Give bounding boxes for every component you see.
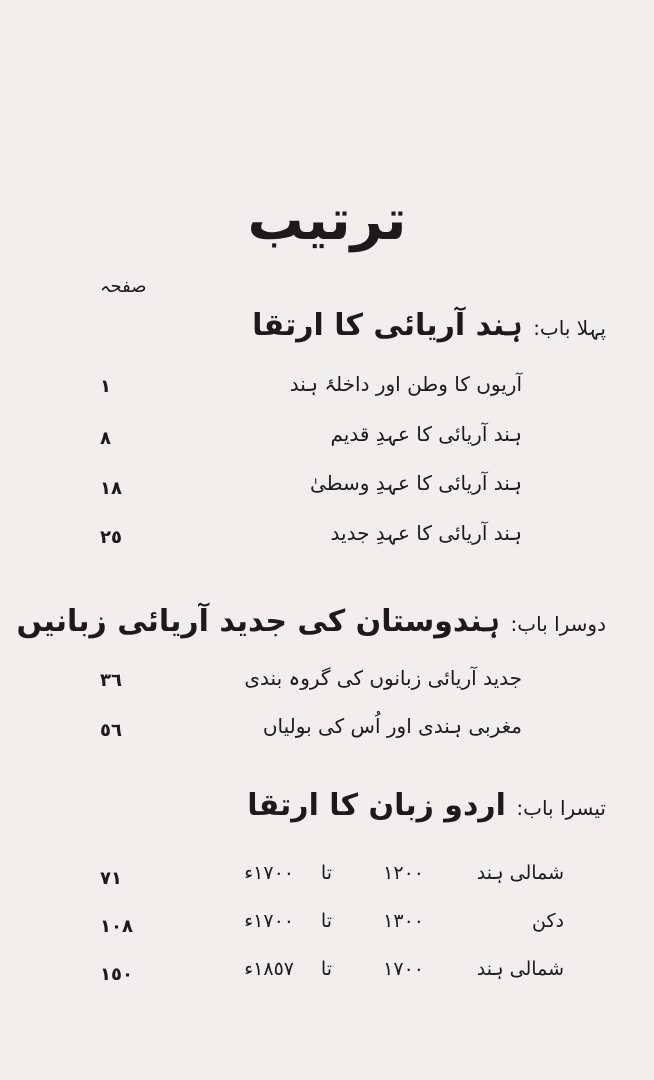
chapter-2-prefix: دوسرا باب:	[510, 612, 606, 636]
chapter-3-prefix: تیسرا باب:	[516, 796, 606, 820]
page-number-2-1: ٣٦	[100, 670, 122, 691]
period-row-3	[134, 958, 564, 988]
toc-entry-1-4: ہند آریائی کا عہدِ جدید	[330, 521, 522, 545]
chapter-3-heading	[46, 788, 606, 823]
page-number-1-3: ١٨	[100, 478, 122, 499]
period-row-1	[134, 862, 564, 892]
period-to: ١٨٥٧ء	[244, 958, 294, 980]
page-number-1-2: ٨	[100, 428, 111, 449]
period-from: ١٣٠٠	[383, 910, 424, 932]
period-region: شمالی ہند	[476, 862, 564, 884]
toc-entry-1-3: ہند آریائی کا عہدِ وسطیٰ	[309, 471, 522, 495]
page-number-3-1: ٧١	[100, 868, 122, 889]
period-row-2	[134, 910, 564, 940]
toc-entry-2-2: مغربی ہندی اور اُس کی بولیاں	[262, 714, 522, 738]
page-column-header: صفحہ	[100, 276, 147, 297]
chapter-2-heading	[16, 604, 606, 639]
chapter-1-prefix: پہلا باب:	[533, 316, 606, 340]
period-from: ١٧٠٠	[383, 958, 424, 980]
period-region: شمالی ہند	[476, 958, 564, 980]
page-number-3-3: ١٥٠	[100, 964, 133, 985]
period-to: ١٧٠٠ء	[244, 862, 294, 884]
period-to: ١٧٠٠ء	[244, 910, 294, 932]
chapter-1-name: ہند آریائی کا ارتقا	[252, 308, 523, 343]
period-from: ١٢٠٠	[383, 862, 424, 884]
page-number-3-2: ١٠٨	[100, 916, 133, 937]
page-number-2-2: ٥٦	[100, 720, 122, 741]
chapter-3-name: اردو زبان کا ارتقا	[247, 788, 506, 823]
toc-entry-1-1: آریوں کا وطن اور داخلۂ ہند	[289, 372, 522, 396]
page-number-1-1: ١	[100, 376, 111, 397]
chapter-1-heading	[46, 308, 606, 343]
page-number-1-4: ٢٥	[100, 527, 122, 548]
chapter-2-name: ہندوستان کی جدید آریائی زبانیں	[16, 604, 501, 639]
period-region: دکن	[532, 910, 564, 932]
period-separator: تا	[320, 958, 332, 980]
page-title: ترتیب	[247, 188, 407, 253]
toc-entry-2-1: جدید آریائی زبانوں کی گروہ بندی	[244, 666, 522, 690]
period-separator: تا	[320, 910, 332, 932]
toc-entry-1-2: ہند آریائی کا عہدِ قدیم	[330, 422, 522, 446]
period-separator: تا	[320, 862, 332, 884]
